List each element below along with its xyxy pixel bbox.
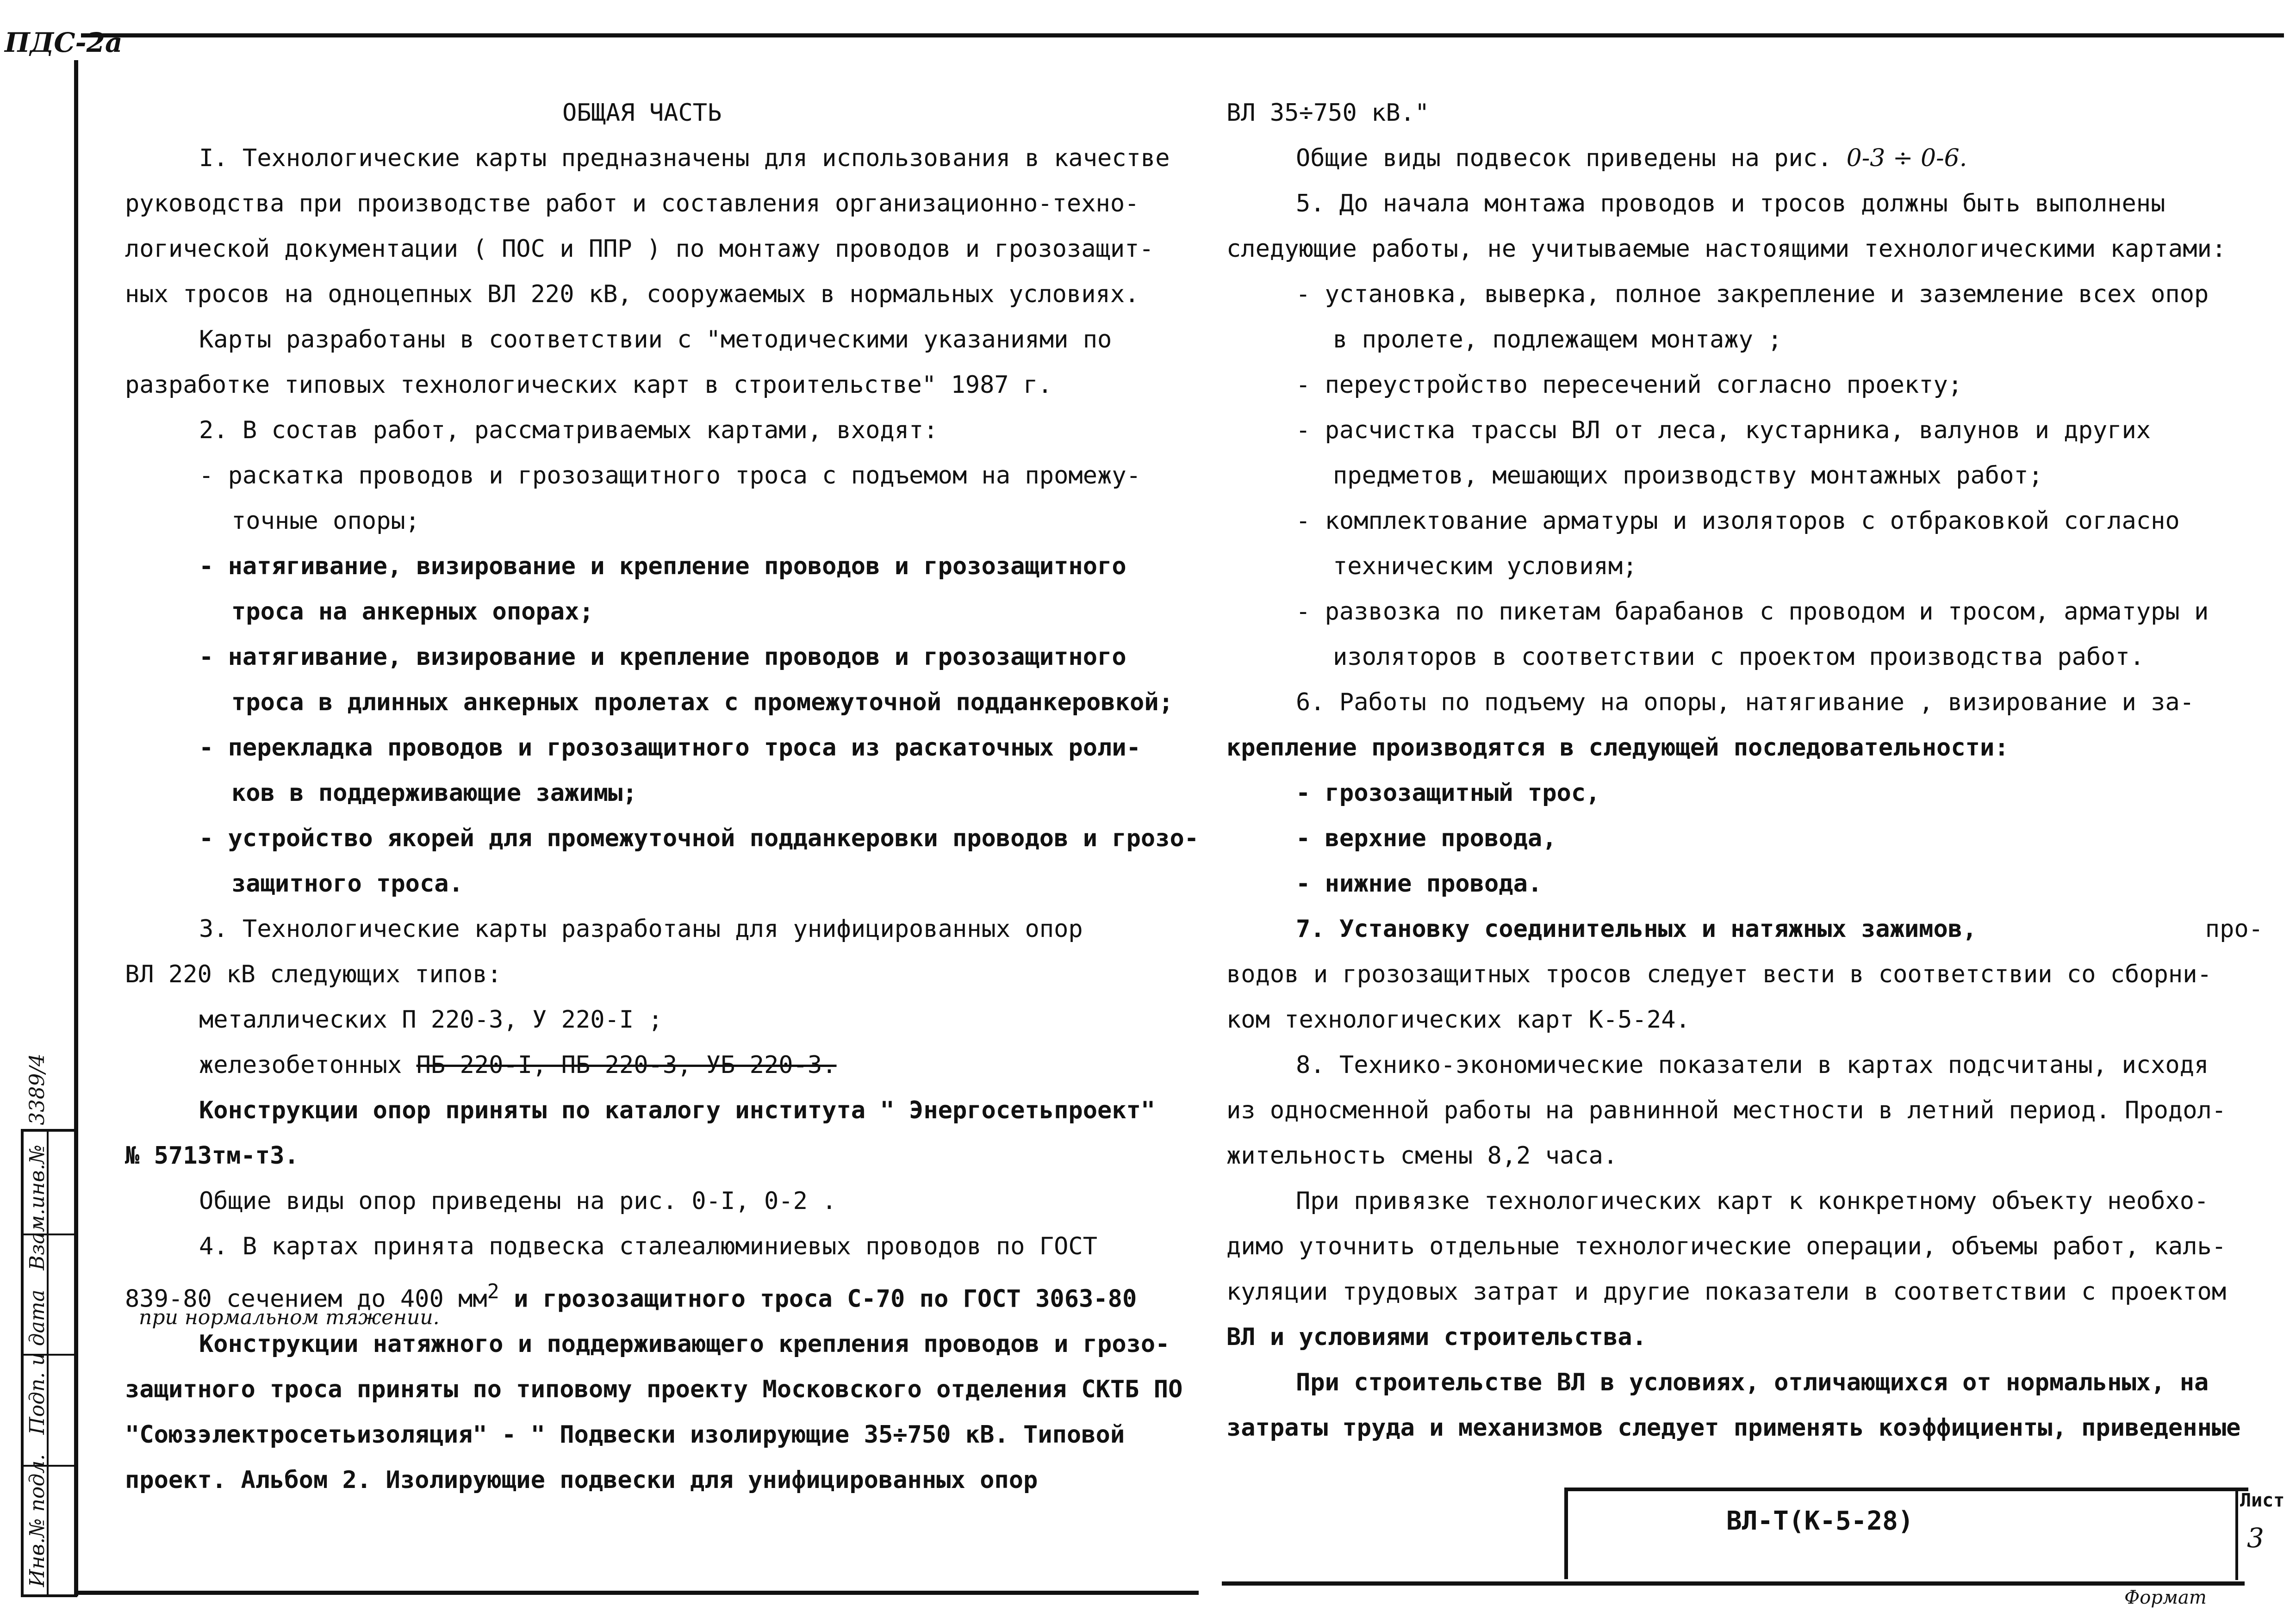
list-item: - нижние провода. <box>1296 870 1543 898</box>
paragraph-line: следующие работы, не учитываемые настоящими технологическими картами: <box>1226 235 2227 263</box>
paragraph-line: затраты труда и механизмов следует применять коэффициенты, приведенные <box>1226 1414 2241 1442</box>
paragraph-line: защитного троса приняты по типовому проекту Московского отделения СКТБ ПО <box>125 1376 1183 1404</box>
binding-strip-text: Инв.№ подл. Подп. и дата Взам.инв.№ 3389/4 <box>25 1053 49 1587</box>
paragraph-line <box>1226 136 2268 181</box>
list-item-continuation: изоляторов в соответствии с проектом производства работ. <box>1333 643 2145 671</box>
frame-top-border <box>81 33 2284 37</box>
section-heading: ОБЩАЯ ЧАСТЬ <box>562 99 722 127</box>
struck-label: железобетонных <box>199 1051 417 1079</box>
document-code: ПДС-2а <box>5 27 123 58</box>
list-item: - расчистка трассы ВЛ от леса, кустарника, валунов и других <box>1296 416 2151 444</box>
list-item: - установка, выверка, полное закрепление и заземление всех опор <box>1296 280 2209 308</box>
paragraph-line: 3. Технологические карты разработаны для унифицированных опор <box>199 915 1083 943</box>
format-label: Формат <box>2124 1587 2207 1608</box>
paragraph-line: из односменной работы на равнинной местности в летний период. Продол- <box>1226 1097 2227 1124</box>
paragraph-line: 2. В состав работ, рассматриваемых картами, входят: <box>199 416 938 444</box>
superscript: 2 <box>487 1280 499 1303</box>
paragraph-line: "Союзэлектросетьизоляция" - " Подвески изолирующие 35÷750 кВ. Типовой <box>125 1421 1125 1449</box>
paragraph-line: крепление производятся в следующей последовательности: <box>1226 734 2009 762</box>
paragraph-line: I. Технологические карты предназначены для использования в качестве <box>199 144 1170 172</box>
frame-bottom-border-left <box>74 1591 1199 1595</box>
paragraph-line: димо уточнить отдельные технологические операции, объемы работ, каль- <box>1226 1233 2227 1260</box>
frame-bottom-border-right <box>1222 1581 2245 1586</box>
paragraph-line: 5. До начала монтажа проводов и тросов должны быть выполнены <box>1296 190 2165 217</box>
list-item-continuation: в пролете, подлежащем монтажу ; <box>1333 326 1782 353</box>
list-item: - верхние провода, <box>1296 824 1557 852</box>
paragraph-line: ных тросов на одноцепных ВЛ 220 кВ, сооружаемых в нормальных условиях. <box>125 280 1139 308</box>
paragraph-line: При привязке технологических карт к конкретному объекту необхо- <box>1296 1187 2209 1215</box>
line-part: и грозозащитного троса С-70 по ГОСТ 3063-80 <box>499 1285 1137 1313</box>
paragraph-line: ВЛ 220 кВ следующих типов: <box>125 961 502 988</box>
paragraph-line: Карты разработаны в соответствии с "методическими указаниями по <box>199 326 1112 353</box>
paragraph-line <box>1226 906 2263 952</box>
struck-text: ПБ 220-I, ПБ 220-3, УБ 220-3. <box>416 1051 837 1079</box>
list-item-continuation: точные опоры; <box>231 507 420 535</box>
right-column <box>1226 90 2268 1450</box>
paragraph-line: ВЛ и условиями строительства. <box>1226 1323 1647 1351</box>
paragraph-line: руководства при производстве работ и составления организационно-техно- <box>125 190 1139 217</box>
paragraph-line: водов и грозозащитных тросов следует вести в соответствии со сборни- <box>1226 961 2212 988</box>
paragraph-line: Конструкции опор приняты по каталогу института " Энергосетьпроект" <box>199 1097 1156 1124</box>
paragraph-line: № 5713тм-т3. <box>125 1142 299 1170</box>
document-designation: ВЛ-Т(К-5-28) <box>1726 1506 1914 1536</box>
list-item: - устройство якорей для промежуточной подданкеровки проводов и грозо- <box>199 824 1199 852</box>
paragraph-line: Общие виды опор приведены на рис. 0-I, 0-2 . <box>199 1187 837 1215</box>
list-item-continuation: троса в длинных анкерных пролетах с промежуточной подданкеровкой; <box>231 688 1173 716</box>
sheet-label: Лист <box>2240 1490 2285 1511</box>
paragraph-line: ком технологических карт К-5-24. <box>1226 1006 1690 1034</box>
paragraph-line: 6. Работы по подъему на опоры, натягивание , визирование и за- <box>1296 688 2195 716</box>
handwritten-insertion: при нормальном тяжении. <box>139 1306 440 1330</box>
line-part: 7. Установку соединительных и натяжных зажимов, <box>1296 915 1977 943</box>
list-item-continuation: троса на анкерных опорах; <box>231 598 594 626</box>
paragraph-line: При строительстве ВЛ в условиях, отличающихся от нормальных, на <box>1296 1369 2209 1396</box>
list-item-continuation: защитного троса. <box>231 870 463 898</box>
paragraph-line: 4. В картах принята подвеска сталеалюминиевых проводов по ГОСТ <box>199 1233 1098 1260</box>
paragraph-line: логической документации ( ПОС и ППР ) по монтажу проводов и грозозащит- <box>125 235 1154 263</box>
list-item: - натягивание, визирование и крепление проводов и грозозащитного <box>199 552 1126 580</box>
line-part: про- <box>2205 915 2263 943</box>
paragraph-line: Конструкции натяжного и поддерживающего крепления проводов и грозо- <box>199 1330 1170 1358</box>
paragraph-line: 8. Технико-экономические показатели в картах подсчитаны, исходя <box>1296 1051 2209 1079</box>
left-column <box>125 90 1199 1503</box>
list-item-continuation: ков в поддерживающие зажимы; <box>231 779 637 807</box>
list-item: - переустройство пересечений согласно проекту; <box>1296 371 1963 399</box>
list-item: - раскатка проводов и грозозащитного троса с подъемом на промежу- <box>199 462 1141 490</box>
handwritten-figure-ref: 0-3 ÷ 0-6. <box>1846 144 1967 172</box>
paragraph-line: металлических П 220-3, У 220-I ; <box>199 1006 663 1034</box>
paragraph-line: проект. Альбом 2. Изолирующие подвески для унифицированных опор <box>125 1466 1038 1494</box>
list-item: - комплектование арматуры и изоляторов с отбраковкой согласно <box>1296 507 2180 535</box>
line-part: 839-80 сечением до 400 мм <box>125 1285 487 1313</box>
paragraph-line: куляции трудовых затрат и другие показатели в соответствии с проектом <box>1226 1278 2227 1306</box>
list-item: - развозка по пикетам барабанов с проводом и тросом, арматуры и <box>1296 598 2209 626</box>
list-item: - натягивание, визирование и крепление проводов и грозозащитного <box>199 643 1126 671</box>
list-item-continuation: техническим условиям; <box>1333 552 1637 580</box>
paragraph-line <box>125 1042 1199 1088</box>
paragraph-line: ВЛ 35÷750 кВ." <box>1226 99 1430 127</box>
sheet-number: 3 <box>2247 1522 2264 1554</box>
list-item: - грозозащитный трос, <box>1296 779 1600 807</box>
list-item-continuation: предметов, мешающих производству монтажных работ; <box>1333 462 2043 490</box>
paragraph-line: жительность смены 8,2 часа. <box>1226 1142 1618 1170</box>
line-part: Общие виды подвесок приведены на рис. <box>1296 144 1847 172</box>
paragraph-line: разработке типовых технологических карт в строительстве" 1987 г. <box>125 371 1052 399</box>
list-item: - перекладка проводов и грозозащитного троса из раскаточных роли- <box>199 734 1141 762</box>
